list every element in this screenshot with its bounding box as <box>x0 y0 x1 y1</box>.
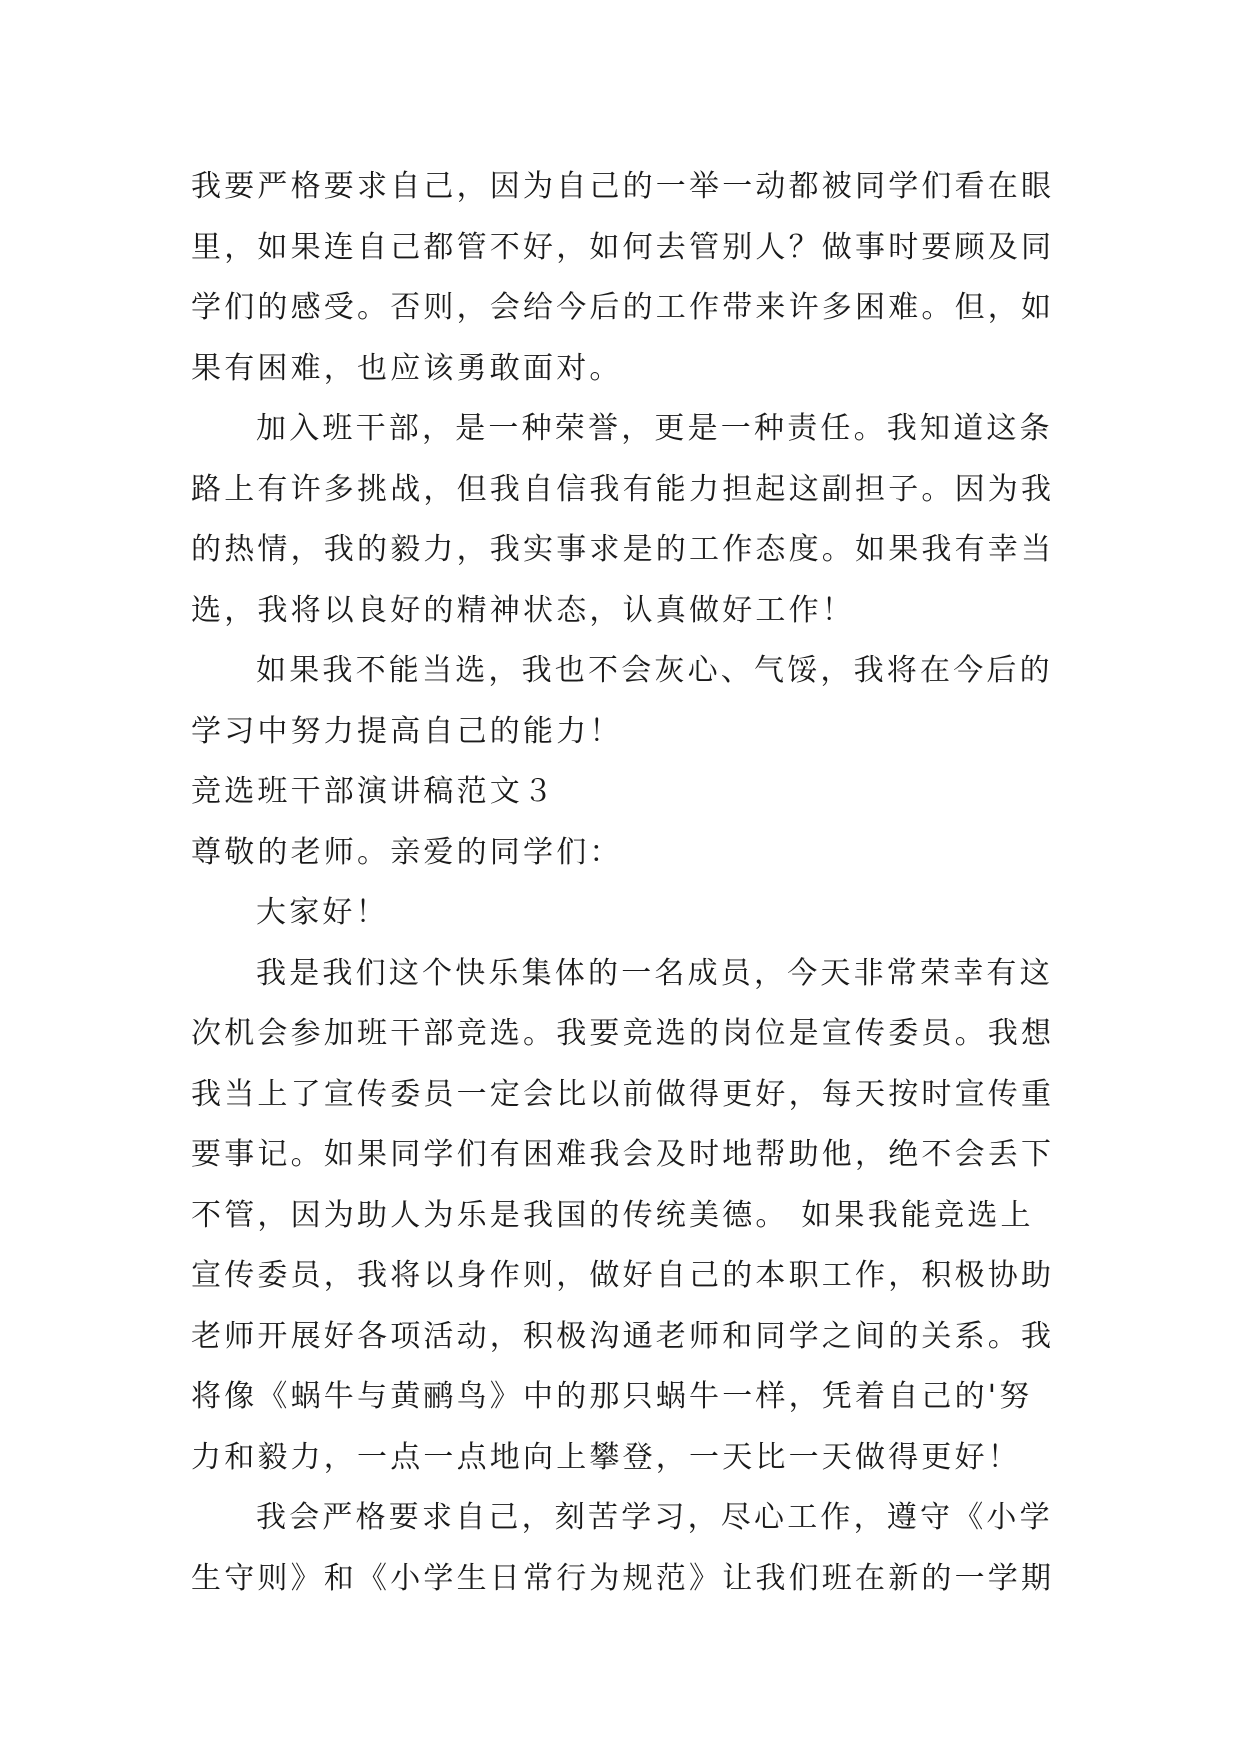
text-line: 次机会参加班干部竞选。我要竞选的岗位是宣传委员。我想 <box>191 1016 1055 1051</box>
text-line: 竞选班干部演讲稿范文３ <box>191 774 557 809</box>
text-line: 我会严格要求自己，刻苦学习，尽心工作，遵守《小学 <box>256 1500 1053 1535</box>
text-line: 选，我将以良好的精神状态，认真做好工作！ <box>191 592 855 628</box>
text-line: 生守则》和《小学生日常行为规范》让我们班在新的一学期 <box>191 1560 1055 1596</box>
text-line: 宣传委员，我将以身作则，做好自己的本职工作，积极协助 <box>191 1258 1055 1293</box>
text-line: 如果我不能当选，我也不会灰心、气馁，我将在今后的 <box>256 653 1053 688</box>
text-line: 路上有许多挑战，但我自信我有能力担起这副担子。因为我 <box>191 471 1055 507</box>
text-line: 老师开展好各项活动，积极沟通老师和同学之间的关系。我 <box>191 1318 1055 1354</box>
text-line: 大家好！ <box>256 895 389 930</box>
document-body <box>191 157 1055 1609</box>
text-line: 里，如果连自己都管不好，如何去管别人？做事时要顾及同 <box>191 229 1055 265</box>
text-line: 我是我们这个快乐集体的一名成员，今天非常荣幸有这 <box>256 955 1053 991</box>
text-line: 加入班干部，是一种荣誉，更是一种责任。我知道这条 <box>256 411 1053 446</box>
text-line: 要事记。如果同学们有困难我会及时地帮助他，绝不会丢下 <box>191 1137 1055 1172</box>
text-line: 果有困难，也应该勇敢面对。 <box>191 350 623 386</box>
text-line: 学们的感受。否则，会给今后的工作带来许多困难。但，如 <box>191 290 1055 325</box>
text-line: 我要严格要求自己，因为自己的一举一动都被同学们看在眼 <box>191 169 1055 204</box>
text-line: 力和毅力，一点一点地向上攀登，一天比一天做得更好！ <box>191 1439 1021 1475</box>
text-line: 我当上了宣传委员一定会比以前做得更好，每天按时宣传重 <box>191 1076 1055 1112</box>
text-line: 尊敬的老师。亲爱的同学们： <box>191 834 623 870</box>
text-line: 将像《蜗牛与黄鹂鸟》中的那只蜗牛一样，凭着自己的'努 <box>191 1379 1033 1414</box>
text-line: 不管，因为助人为乐是我国的传统美德。 如果我能竞选上 <box>191 1197 1034 1233</box>
text-line: 的热情，我的毅力，我实事求是的工作态度。如果我有幸当 <box>191 532 1055 567</box>
text-line: 学习中努力提高自己的能力！ <box>191 713 623 749</box>
